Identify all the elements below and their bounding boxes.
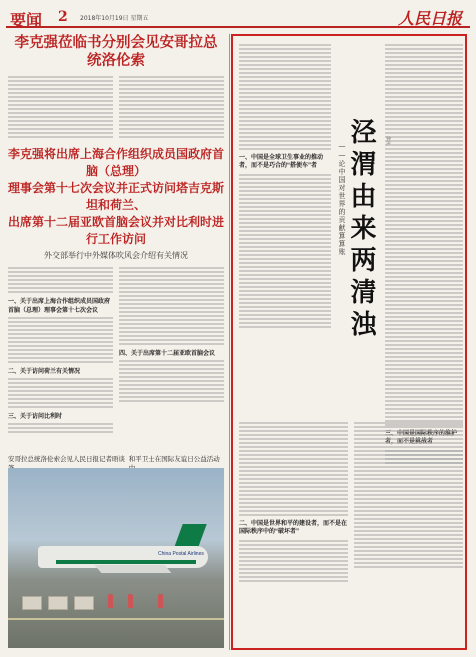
cargo-box — [48, 596, 68, 610]
feature-section-head-2: 二、中国是世界和平的建设者，而不是在国际秩序中的“破坏者” — [239, 521, 348, 535]
feature-right-column — [385, 42, 463, 466]
headline-li-keqiang-angola: 李克强莅临书分别会见安哥拉总统洛伦索 — [14, 34, 218, 69]
newspaper-logo: 人民日报 — [397, 9, 462, 28]
plane-livery-text: China Postal Airlines — [158, 551, 204, 557]
feature-subtitle: ——论中国对世界的贡献算算账 — [338, 142, 346, 256]
article-body-2 — [8, 265, 224, 435]
plane-wing — [95, 565, 172, 573]
issue-date: 2018年10月19日 星期五 — [80, 15, 149, 22]
photo-caption-right: 和平卫士在国际友谊日公益活动 — [128, 455, 220, 463]
worker-figure — [158, 594, 163, 608]
worker-figure — [108, 594, 113, 608]
headline-sco-trip: 李克强将出席上海合作组织成员国政府首脑（总理） 理事会第十七次会议并正式访问塔吉克斯坦和荷兰、 出席第十二届亚欧首脑会议并对比利时进行工作访问 — [8, 147, 225, 246]
feature-left-column — [239, 42, 331, 330]
tarmac-line — [8, 618, 224, 620]
feature-title: 泾渭由来两清浊 — [346, 118, 376, 342]
cargo-box — [74, 596, 94, 610]
section-head-asem: 四、关于出席第十二届亚欧首脑会议 — [119, 351, 216, 357]
section-head-belgium: 三、关于访问比利时 — [8, 414, 63, 420]
page-number: 2 — [58, 9, 68, 25]
photo-caption-left: 安哥拉总统洛伦索会见人民日报记者晤谈 — [8, 455, 125, 463]
article-body-1 — [8, 74, 224, 140]
plane-stripe — [56, 560, 196, 564]
feature-title-block — [335, 118, 381, 418]
column-divider — [229, 34, 230, 650]
cargo-box — [22, 596, 42, 610]
section-head-netherlands: 二、关于访问荷兰有关情况 — [8, 369, 81, 375]
commentary-feature — [231, 34, 467, 650]
section-tag: 要闻 — [10, 11, 43, 30]
section-head-sco: 一、关于出席上海合作组织成员国政府首脑（总理）理事会第十七次会议 — [8, 299, 111, 314]
masthead — [6, 6, 470, 28]
worker-figure — [128, 594, 133, 608]
feature-section-head-1: 一、中国是全球卫生事业的推动者，而不是巧合的“搭便车”者 — [239, 155, 324, 169]
headline-subtitle: 外交部举行中外媒体吹风会介绍有关情况 — [44, 251, 188, 260]
cargo-plane-photo — [8, 468, 224, 648]
feature-bottom-block — [239, 420, 463, 584]
